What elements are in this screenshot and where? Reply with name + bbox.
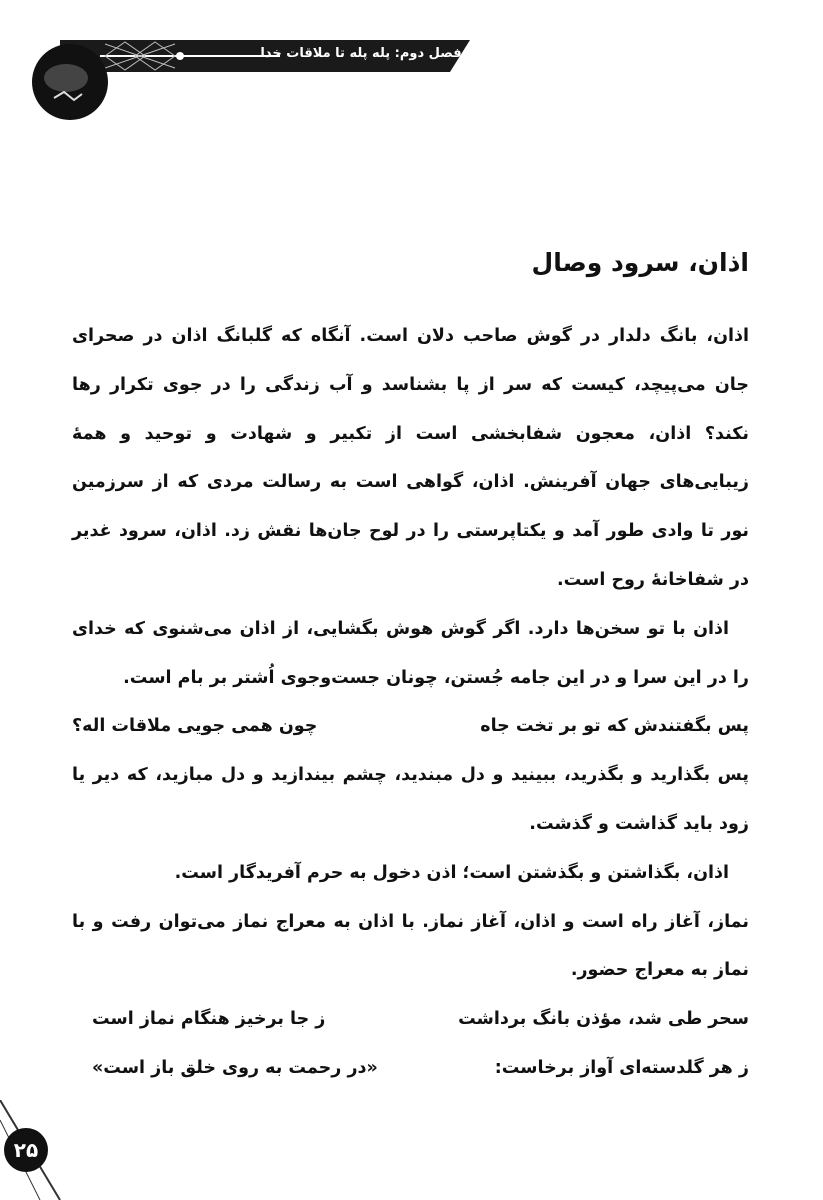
article-title: اذان، سرود وصال — [531, 248, 749, 277]
paragraph: اذان، بگذاشتن و بگذشتن است؛ اذن دخول به حرم آفریدگار است. — [174, 862, 729, 883]
verse-hemistich: ز جا برخیز هنگام نماز است — [92, 1009, 326, 1030]
article-body — [72, 312, 749, 1093]
verse-hemistich: سحر طی شد، مؤذن بانگ برداشت — [458, 1009, 749, 1030]
paragraph: پس بگذارید و بگذرید، ببینید و دل مبندید، چشم بیندازید و دل مبازید، که دیر یا زود باید گذاشت و گذشت. — [72, 765, 749, 834]
verse-couplet — [72, 702, 749, 751]
chapter-emblem-icon — [30, 38, 110, 122]
page-number: ۲۵ — [4, 1128, 48, 1172]
verse-hemistich: «در رحمت به روی خلق باز است» — [92, 1057, 378, 1078]
paragraph: نماز، آغاز راه است و اذان، آغاز نماز. با اذان به معراج نماز می‌توان رفت و با نماز به معراج حضور. — [72, 911, 749, 981]
verse-hemistich: چون همی جویی ملاقات اله؟ — [72, 716, 318, 737]
chapter-title: فصل دوم: پله پله تا ملاقات خدا — [260, 46, 462, 61]
verse-couplet — [72, 1044, 749, 1093]
verse-couplet — [72, 995, 749, 1044]
verse-hemistich: پس بگفتندش که تو بر تخت جاه — [480, 716, 749, 737]
verse-hemistich: ز هر گلدسته‌ای آواز برخاست: — [494, 1057, 749, 1078]
paragraph: اذان، بانگ دلدار در گوش صاحب دلان است. آنگاه که گلبانگ اذان در صحرای جان می‌پیچد، کیست که سر از پا بشناسد و آب زندگی را در جوی تکرار رها نکند؟ اذان، معجون شفابخشی است از تکبیر و شهادت و توحید و همهٔ زیبایی‌های جهان آفرینش. اذان، گواهی است به رسالت مردی که از سرزمین نور تا وادی طور آمد و یکتاپرستی را در لوح جان‌ها نقش زد. اذان، سرود غدیر در شفاخانهٔ روح است. — [72, 326, 749, 590]
paragraph: اذان با تو سخن‌ها دارد. اگر گوش هوش بگشایی، از اذان می‌شنوی که خدای را در این سرا و در این جامه جُستن، چونان جست‌وجوی اُشتر بر بام است. — [72, 618, 749, 688]
